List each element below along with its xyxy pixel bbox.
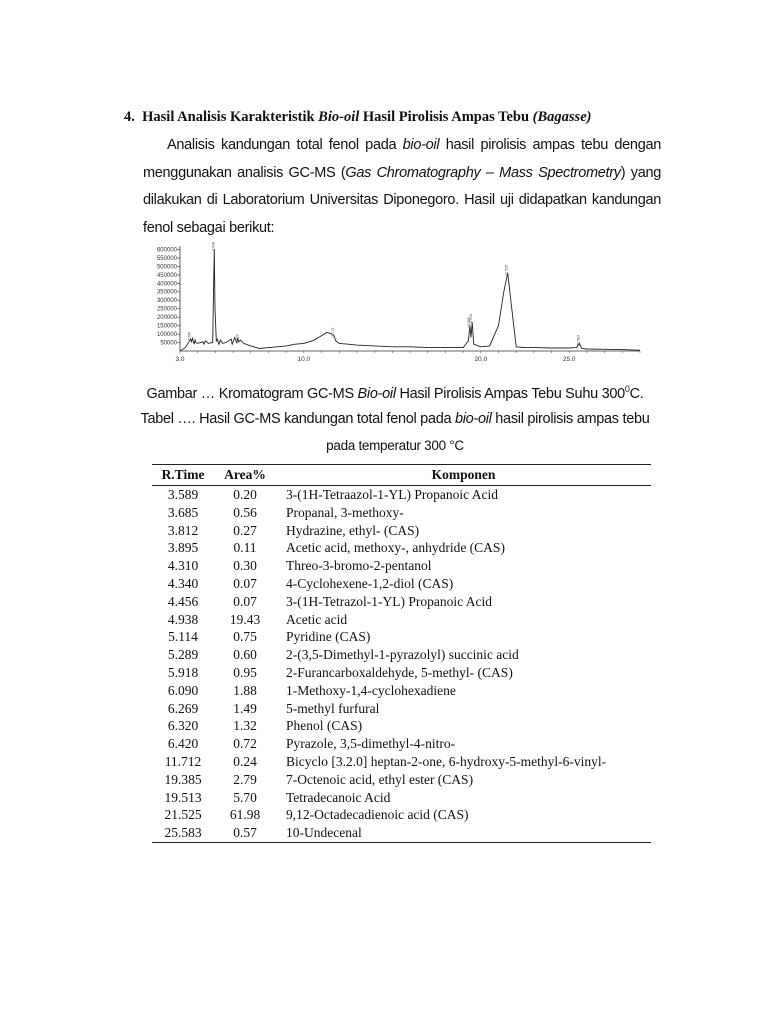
para-text-1: Analisis kandungan total fenol pada (167, 137, 403, 153)
x-tick-label: 3.0 (175, 356, 185, 363)
table-row (152, 682, 651, 700)
chromatogram-trace (180, 249, 640, 351)
cell-area: 5.70 (233, 789, 257, 805)
fig-caption-italic: Bio-oil (357, 385, 396, 402)
peak-label: 11.712 (331, 327, 336, 338)
cell-rtime: 5.114 (168, 629, 198, 645)
y-tick-label: 550000- (156, 255, 179, 262)
table-row (152, 504, 651, 522)
figure-caption (130, 384, 660, 402)
fig-caption-b: Hasil Pirolisis Ampas Tebu Suhu 300 (395, 385, 625, 402)
table-row (152, 575, 651, 593)
table-row (152, 700, 651, 718)
y-tick-label: 250000- (156, 306, 179, 313)
section-heading: 4. Hasil Analisis Karakteristik Bio-oil Hasil Pirolisis Ampas Tebu (Bagasse) (124, 109, 592, 125)
table-row (152, 611, 651, 629)
cell-area: 2.79 (233, 771, 257, 787)
cell-area: 0.07 (233, 575, 257, 591)
cell-rtime: 3.812 (167, 522, 199, 538)
cell-komponen: 4-Cyclohexene-1,2-diol (CAS) (286, 575, 454, 591)
cell-komponen: Propanal, 3-methoxy- (286, 504, 404, 520)
body-paragraph (143, 132, 661, 242)
cell-rtime: 3.589 (167, 487, 199, 502)
table-caption (130, 411, 660, 427)
para-italic-1: bio-oil (402, 137, 440, 153)
cell-rtime: 5.918 (167, 664, 199, 680)
cell-komponen: 3-(1H-Tetraazol-1-YL) Propanoic Acid (286, 487, 498, 502)
cell-komponen: Tetradecanoic Acid (286, 789, 391, 805)
peak-label: 21.525 (504, 264, 509, 276)
cell-komponen: Phenol (CAS) (286, 718, 363, 734)
peak-label: 25.583 (576, 335, 581, 346)
cell-area: 0.24 (233, 753, 257, 769)
table-row (152, 735, 651, 753)
fig-caption-c: C. (629, 385, 644, 402)
x-tick-label: 25.0 (562, 356, 576, 363)
para-italic-2: Gas Chromatography – Mass Spectrometry (345, 164, 621, 181)
section-number: 4 (124, 109, 132, 125)
cell-komponen: 7-Octenoic acid, ethyl ester (CAS) (286, 771, 474, 787)
section-title-part2: Hasil Pirolisis Ampas Tebu (359, 109, 533, 125)
cell-komponen: Acetic acid (286, 611, 348, 627)
cell-rtime: 4.456 (167, 593, 199, 609)
cell-area: 0.57 (214, 824, 276, 842)
tab-caption-italic: bio-oil (454, 411, 492, 427)
cell-rtime: 4.340 (167, 575, 199, 591)
cell-rtime: 11.712 (164, 753, 202, 769)
chromatogram-chart (130, 240, 650, 368)
cell-rtime: 19.385 (164, 771, 202, 787)
cell-area: 61.98 (229, 807, 261, 823)
cell-komponen: 1-Methoxy-1,4-cyclohexadiene (286, 682, 456, 698)
x-tick-label: 10.0 (297, 356, 311, 363)
y-tick-label: 50000- (160, 340, 179, 347)
peak-label: 19.385 (466, 317, 471, 328)
cell-area: 0.95 (233, 664, 257, 680)
table-row (152, 646, 651, 664)
cell-area: 0.11 (233, 540, 257, 556)
peak-label: 3.589 (187, 331, 192, 341)
y-tick-label: 300000- (156, 298, 179, 305)
cell-rtime: 6.269 (167, 700, 199, 716)
section-title-italic2: (Bagasse) (532, 109, 592, 125)
cell-rtime: 4.938 (167, 611, 199, 627)
y-tick-label: 350000- (156, 289, 179, 296)
cell-komponen: Hydrazine, ethyl- (CAS) (286, 522, 420, 538)
table-caption-line2: pada temperatur 300 °C (326, 438, 464, 453)
table-row (152, 771, 651, 789)
peak-label: 6.320 (235, 334, 240, 344)
cell-komponen: 5-methyl furfural (286, 700, 380, 716)
cell-rtime: 3.895 (167, 540, 199, 556)
section-title-italic1: Bio-oil (318, 109, 360, 125)
table-row (152, 593, 651, 611)
cell-area: 1.32 (233, 718, 257, 734)
y-tick-label: 500000- (156, 264, 179, 271)
cell-rtime: 5.289 (167, 647, 199, 663)
table-row (152, 789, 651, 807)
tab-caption-a: Tabel …. Hasil GC-MS kandungan total fenol pada (140, 411, 455, 427)
cell-area: 0.27 (233, 522, 257, 538)
y-tick-label: 400000- (156, 281, 179, 288)
y-tick-label: 600000- (156, 247, 179, 254)
table-row (152, 664, 651, 682)
cell-area: 0.56 (233, 504, 257, 520)
table-row (152, 628, 651, 646)
cell-komponen: 2-(3,5-Dimethyl-1-pyrazolyl) succinic acid (286, 647, 519, 663)
table-row (152, 717, 651, 735)
y-tick-label: 150000- (156, 323, 179, 330)
cell-area: 0.30 (233, 558, 257, 574)
para-text-2: hasil pirolisis ampas tebu dengan menggunakan analisis GC-MS ( (143, 137, 661, 181)
fig-caption-sup: 0 (624, 384, 630, 394)
cell-rtime: 25.583 (152, 824, 214, 842)
cell-komponen: 9,12-Octadecadienoic acid (CAS) (286, 807, 469, 823)
table-row (152, 824, 651, 842)
y-tick-label: 100000- (156, 332, 179, 339)
cell-rtime: 21.525 (164, 807, 202, 823)
cell-komponen: Acetic acid, methoxy-, anhydride (CAS) (286, 540, 505, 556)
table-row (152, 522, 651, 540)
cell-komponen: 3-(1H-Tetrazol-1-YL) Propanoic Acid (286, 593, 492, 609)
cell-area: 1.49 (233, 700, 257, 716)
table-header-row (152, 465, 651, 486)
table-row (152, 806, 651, 824)
header-area: Area% (214, 465, 276, 486)
header-komponen: Komponen (276, 465, 651, 486)
cell-komponen: Bicyclo [3.2.0] heptan-2-one, 6-hydroxy-5-methyl-6-vinyl- (286, 753, 607, 769)
cell-rtime: 6.090 (167, 682, 199, 698)
cell-komponen: 10-Undecenal (276, 824, 651, 842)
table-row (152, 557, 651, 575)
cell-rtime: 4.310 (167, 558, 199, 574)
table-row (152, 539, 651, 557)
fig-caption-a: Gambar … Kromatogram GC-MS (146, 385, 358, 402)
peak-label: 4.938 (211, 242, 216, 251)
section-title-part1: Hasil Analisis Karakteristik (142, 109, 319, 125)
cell-komponen: Pyridine (CAS) (286, 629, 371, 645)
cell-komponen: Threo-3-bromo-2-pentanol (286, 558, 432, 574)
y-tick-label: 450000- (156, 272, 179, 279)
tab-caption-b: hasil pirolisis ampas tebu (491, 411, 650, 427)
cell-komponen: 2-Furancarboxaldehyde, 5-methyl- (CAS) (286, 664, 513, 680)
cell-area: 0.72 (233, 736, 257, 752)
x-tick-label: 20.0 (474, 356, 488, 363)
cell-rtime: 6.320 (167, 718, 199, 734)
cell-rtime: 6.420 (167, 736, 199, 752)
table-row (152, 753, 651, 771)
y-tick-label: 200000- (156, 315, 179, 322)
header-rtime: R.Time (152, 465, 214, 486)
cell-area: 0.20 (233, 487, 257, 502)
cell-area: 0.07 (233, 593, 257, 609)
cell-area: 0.60 (233, 647, 257, 663)
cell-area: 1.88 (233, 682, 257, 698)
cell-rtime: 19.513 (164, 789, 202, 805)
peak-label: 19.513 (469, 313, 474, 325)
para-text-3: ) yang dilakukan di Laboratorium Universitas Diponegoro. Hasil uji didapatkan kandungan fenol sebagai berikut: (143, 164, 662, 236)
cell-rtime: 3.685 (167, 504, 199, 520)
cell-komponen: Pyrazole, 3,5-dimethyl-4-nitro- (286, 736, 456, 752)
table-row (152, 486, 651, 504)
gcms-results-table (152, 464, 651, 843)
cell-area: 0.75 (233, 629, 257, 645)
cell-area: 19.43 (229, 611, 261, 627)
